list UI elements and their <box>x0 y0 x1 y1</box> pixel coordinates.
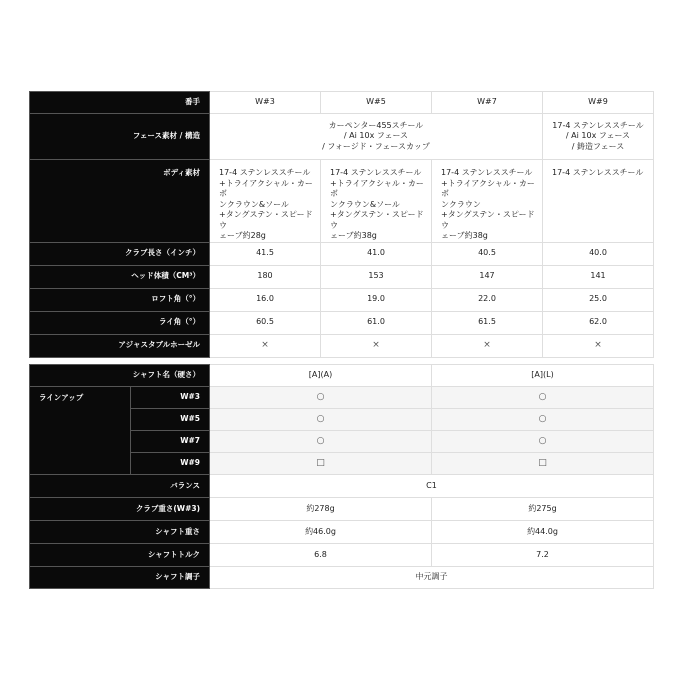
available-mark: ○ <box>432 431 654 453</box>
value-cell: 19.0 <box>321 288 432 311</box>
lie-row <box>30 311 654 334</box>
header-row <box>30 92 654 114</box>
lineup-label: ラインアップ <box>30 387 131 475</box>
face-row <box>30 114 654 160</box>
hosel-row <box>30 334 654 357</box>
value-cell: 約46.0g <box>210 521 432 544</box>
available-mark: ○ <box>210 409 432 431</box>
value-cell: 62.0 <box>543 311 654 334</box>
cross-mark: × <box>321 334 432 357</box>
value-cell: 約278g <box>210 498 432 521</box>
hosel-label: アジャスタブルホーゼル <box>30 334 210 357</box>
col-w3: W#3 <box>210 92 321 114</box>
value-cell: 147 <box>432 265 543 288</box>
value-cell: 41.0 <box>321 242 432 265</box>
loft-label: ロフト角（°） <box>30 288 210 311</box>
lineup-row <box>30 387 654 409</box>
balance-label: バランス <box>30 475 210 498</box>
value-cell: 6.8 <box>210 544 432 567</box>
value-cell: 60.5 <box>210 311 321 334</box>
kick-row <box>30 567 654 589</box>
custom-order-mark: □ <box>432 453 654 475</box>
value-cell: 61.0 <box>321 311 432 334</box>
lineup-club: W#3 <box>131 387 210 409</box>
shaft-col-a: [A](A) <box>210 365 432 387</box>
available-mark: ○ <box>210 431 432 453</box>
value-cell: 約44.0g <box>432 521 654 544</box>
value-cell: 22.0 <box>432 288 543 311</box>
torque-label: シャフトトルク <box>30 544 210 567</box>
volume-label: ヘッド体積（CM³） <box>30 265 210 288</box>
body-value-w5: 17-4 ステンレススチール +トライアクシャル・カーボ ンクラウン&ソール +タングステン・スピードウ ェーブ約38g <box>321 160 432 243</box>
kick-value: 中元調子 <box>210 567 654 589</box>
body-label: ボディ素材 <box>30 160 210 243</box>
volume-row <box>30 265 654 288</box>
value-cell: 25.0 <box>543 288 654 311</box>
value-cell: 7.2 <box>432 544 654 567</box>
custom-order-mark: □ <box>210 453 432 475</box>
col-w5: W#5 <box>321 92 432 114</box>
col-w9: W#9 <box>543 92 654 114</box>
shaft-name-label: シャフト名（硬さ） <box>30 365 210 387</box>
cross-mark: × <box>543 334 654 357</box>
balance-value: C1 <box>210 475 654 498</box>
lineup-club: W#7 <box>131 431 210 453</box>
header-label: 番手 <box>30 92 210 114</box>
kick-label: シャフト調子 <box>30 567 210 589</box>
lie-label: ライ角（°） <box>30 311 210 334</box>
available-mark: ○ <box>432 409 654 431</box>
value-cell: 141 <box>543 265 654 288</box>
face-value-w9: 17-4 ステンレススチール / Ai 10x フェース / 鋳造フェース <box>543 114 654 160</box>
face-label: フェース素材 / 構造 <box>30 114 210 160</box>
length-row <box>30 242 654 265</box>
available-mark: ○ <box>210 387 432 409</box>
cross-mark: × <box>210 334 321 357</box>
body-value-w9: 17-4 ステンレススチール <box>543 160 654 243</box>
col-w7: W#7 <box>432 92 543 114</box>
value-cell: 約275g <box>432 498 654 521</box>
value-cell: 16.0 <box>210 288 321 311</box>
shaft-weight-row <box>30 521 654 544</box>
value-cell: 153 <box>321 265 432 288</box>
weight-row <box>30 498 654 521</box>
body-value-w7: 17-4 ステンレススチール +トライアクシャル・カーボ ンクラウン +タングステン・スピードウ ェーブ約38g <box>432 160 543 243</box>
loft-row <box>30 288 654 311</box>
head-spec-table <box>29 91 654 358</box>
body-value-w3: 17-4 ステンレススチール +トライアクシャル・カーボ ンクラウン&ソール +タングステン・スピードウ ェーブ約28g <box>210 160 321 243</box>
body-row <box>30 160 654 243</box>
balance-row <box>30 475 654 498</box>
cross-mark: × <box>432 334 543 357</box>
shaft-name-row <box>30 365 654 387</box>
torque-row <box>30 544 654 567</box>
shaft-spec-table <box>29 364 654 589</box>
face-value-main: カーペンター455スチール / Ai 10x フェース / フォージド・フェースカップ <box>210 114 543 160</box>
value-cell: 61.5 <box>432 311 543 334</box>
length-label: クラブ長さ（インチ） <box>30 242 210 265</box>
lineup-club: W#5 <box>131 409 210 431</box>
weight-label: クラブ重さ(W#3) <box>30 498 210 521</box>
value-cell: 40.5 <box>432 242 543 265</box>
lineup-club: W#9 <box>131 453 210 475</box>
shaft-weight-label: シャフト重さ <box>30 521 210 544</box>
available-mark: ○ <box>432 387 654 409</box>
shaft-col-l: [A](L) <box>432 365 654 387</box>
value-cell: 40.0 <box>543 242 654 265</box>
value-cell: 41.5 <box>210 242 321 265</box>
value-cell: 180 <box>210 265 321 288</box>
